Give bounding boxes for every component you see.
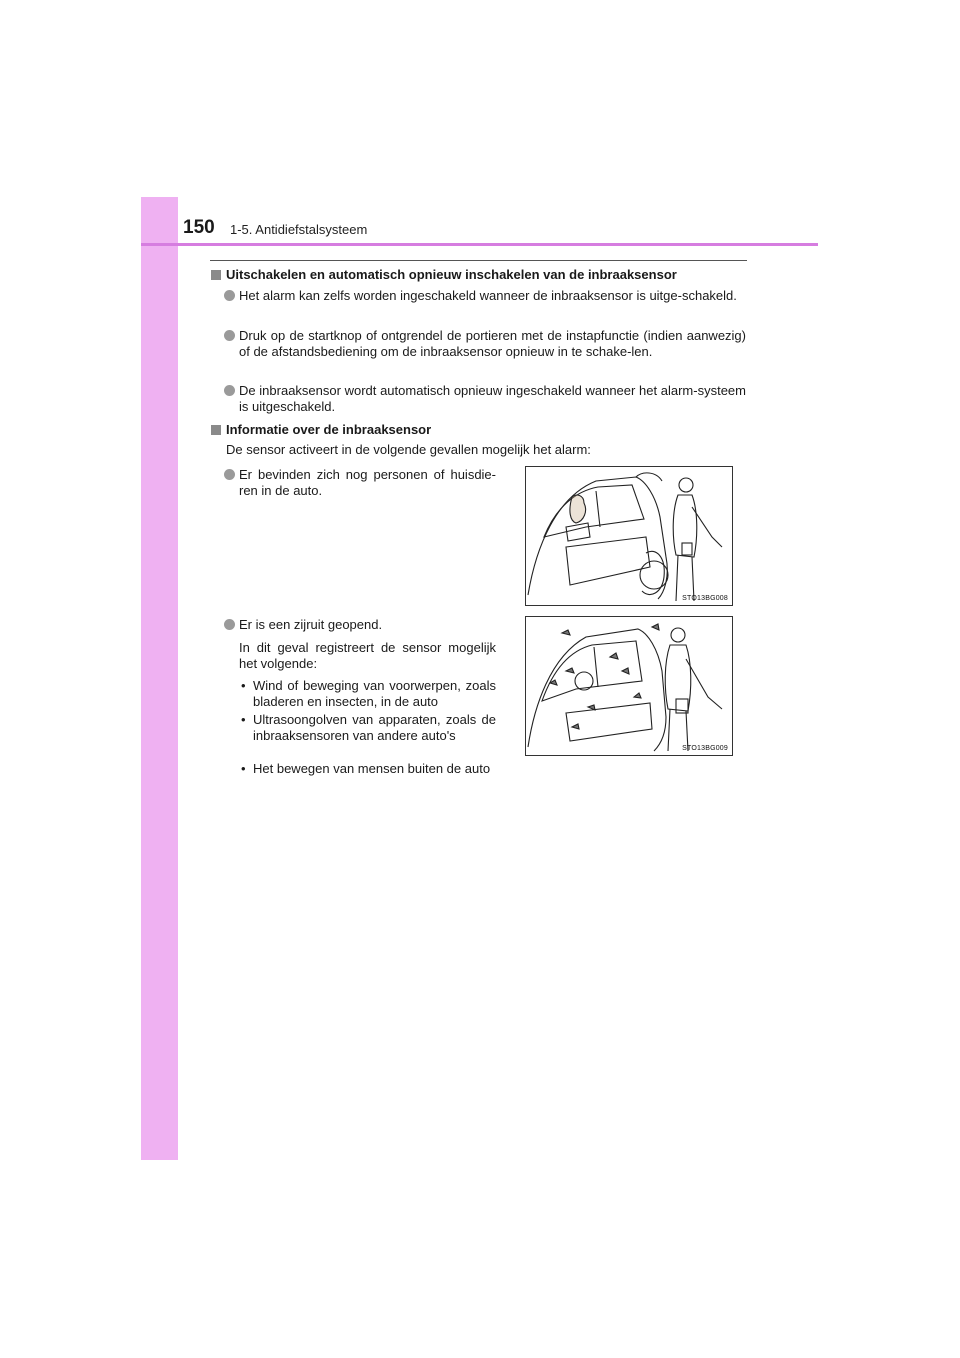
bullet-icon <box>224 290 235 301</box>
bullet-icon <box>224 619 235 630</box>
chapter-side-tab <box>141 197 178 1160</box>
list-item: Er bevinden zich nog personen of huisdie-ren in de auto. <box>224 467 496 499</box>
sub-list-item: • Ultrasoongolven van apparaten, zoals de inbraaksensoren van andere auto's <box>241 712 496 743</box>
list-item: De inbraaksensor wordt automatisch opnieuw ingeschakeld wanneer het alarm-systeem is uitgeschakeld. <box>224 383 746 415</box>
car-open-window-leaves-person-illustration <box>525 616 733 756</box>
section-square-icon <box>211 270 221 280</box>
section-intro: De sensor activeert in de volgende gevallen mogelijk het alarm: <box>226 442 591 457</box>
figure-drawing <box>526 467 732 605</box>
bullet-icon <box>224 385 235 396</box>
list-item: Druk op de startknop of ontgrendel de portieren met de instapfunctie (indien aanwezig) of de afstandsbediening om de inbraaksensor opnieuw in te schake-len. <box>224 328 746 360</box>
car-with-dog-and-person-illustration <box>525 466 733 606</box>
section-heading-sensor-reactivation: Uitschakelen en automatisch opnieuw inschakelen van de inbraaksensor <box>211 267 677 282</box>
sub-list-item: • Het bewegen van mensen buiten de auto <box>241 761 491 776</box>
sub-list-item: • Wind of beweging van voorwerpen, zoals bladeren en insecten, in de auto <box>241 678 496 709</box>
chapter-title: 1-5. Antidiefstalsysteem <box>230 222 368 237</box>
figure-code: STO13BG008 <box>682 595 728 602</box>
section-heading-sensor-info: Informatie over de inbraaksensor <box>211 422 431 437</box>
figure-code: STO13BG009 <box>682 745 728 752</box>
bullet-icon <box>224 469 235 480</box>
list-item: Er is een zijruit geopend. <box>224 617 496 633</box>
figure-drawing <box>526 617 732 755</box>
header-rule <box>141 243 818 246</box>
page-number: 150 <box>183 217 215 238</box>
detail-text: In dit geval registreert de sensor mogelijk het volgende: <box>239 640 496 671</box>
list-item: Het alarm kan zelfs worden ingeschakeld wanneer de inbraaksensor is uitge-schakeld. <box>224 288 746 304</box>
content-rule <box>210 260 747 261</box>
bullet-icon <box>224 330 235 341</box>
section-square-icon <box>211 425 221 435</box>
